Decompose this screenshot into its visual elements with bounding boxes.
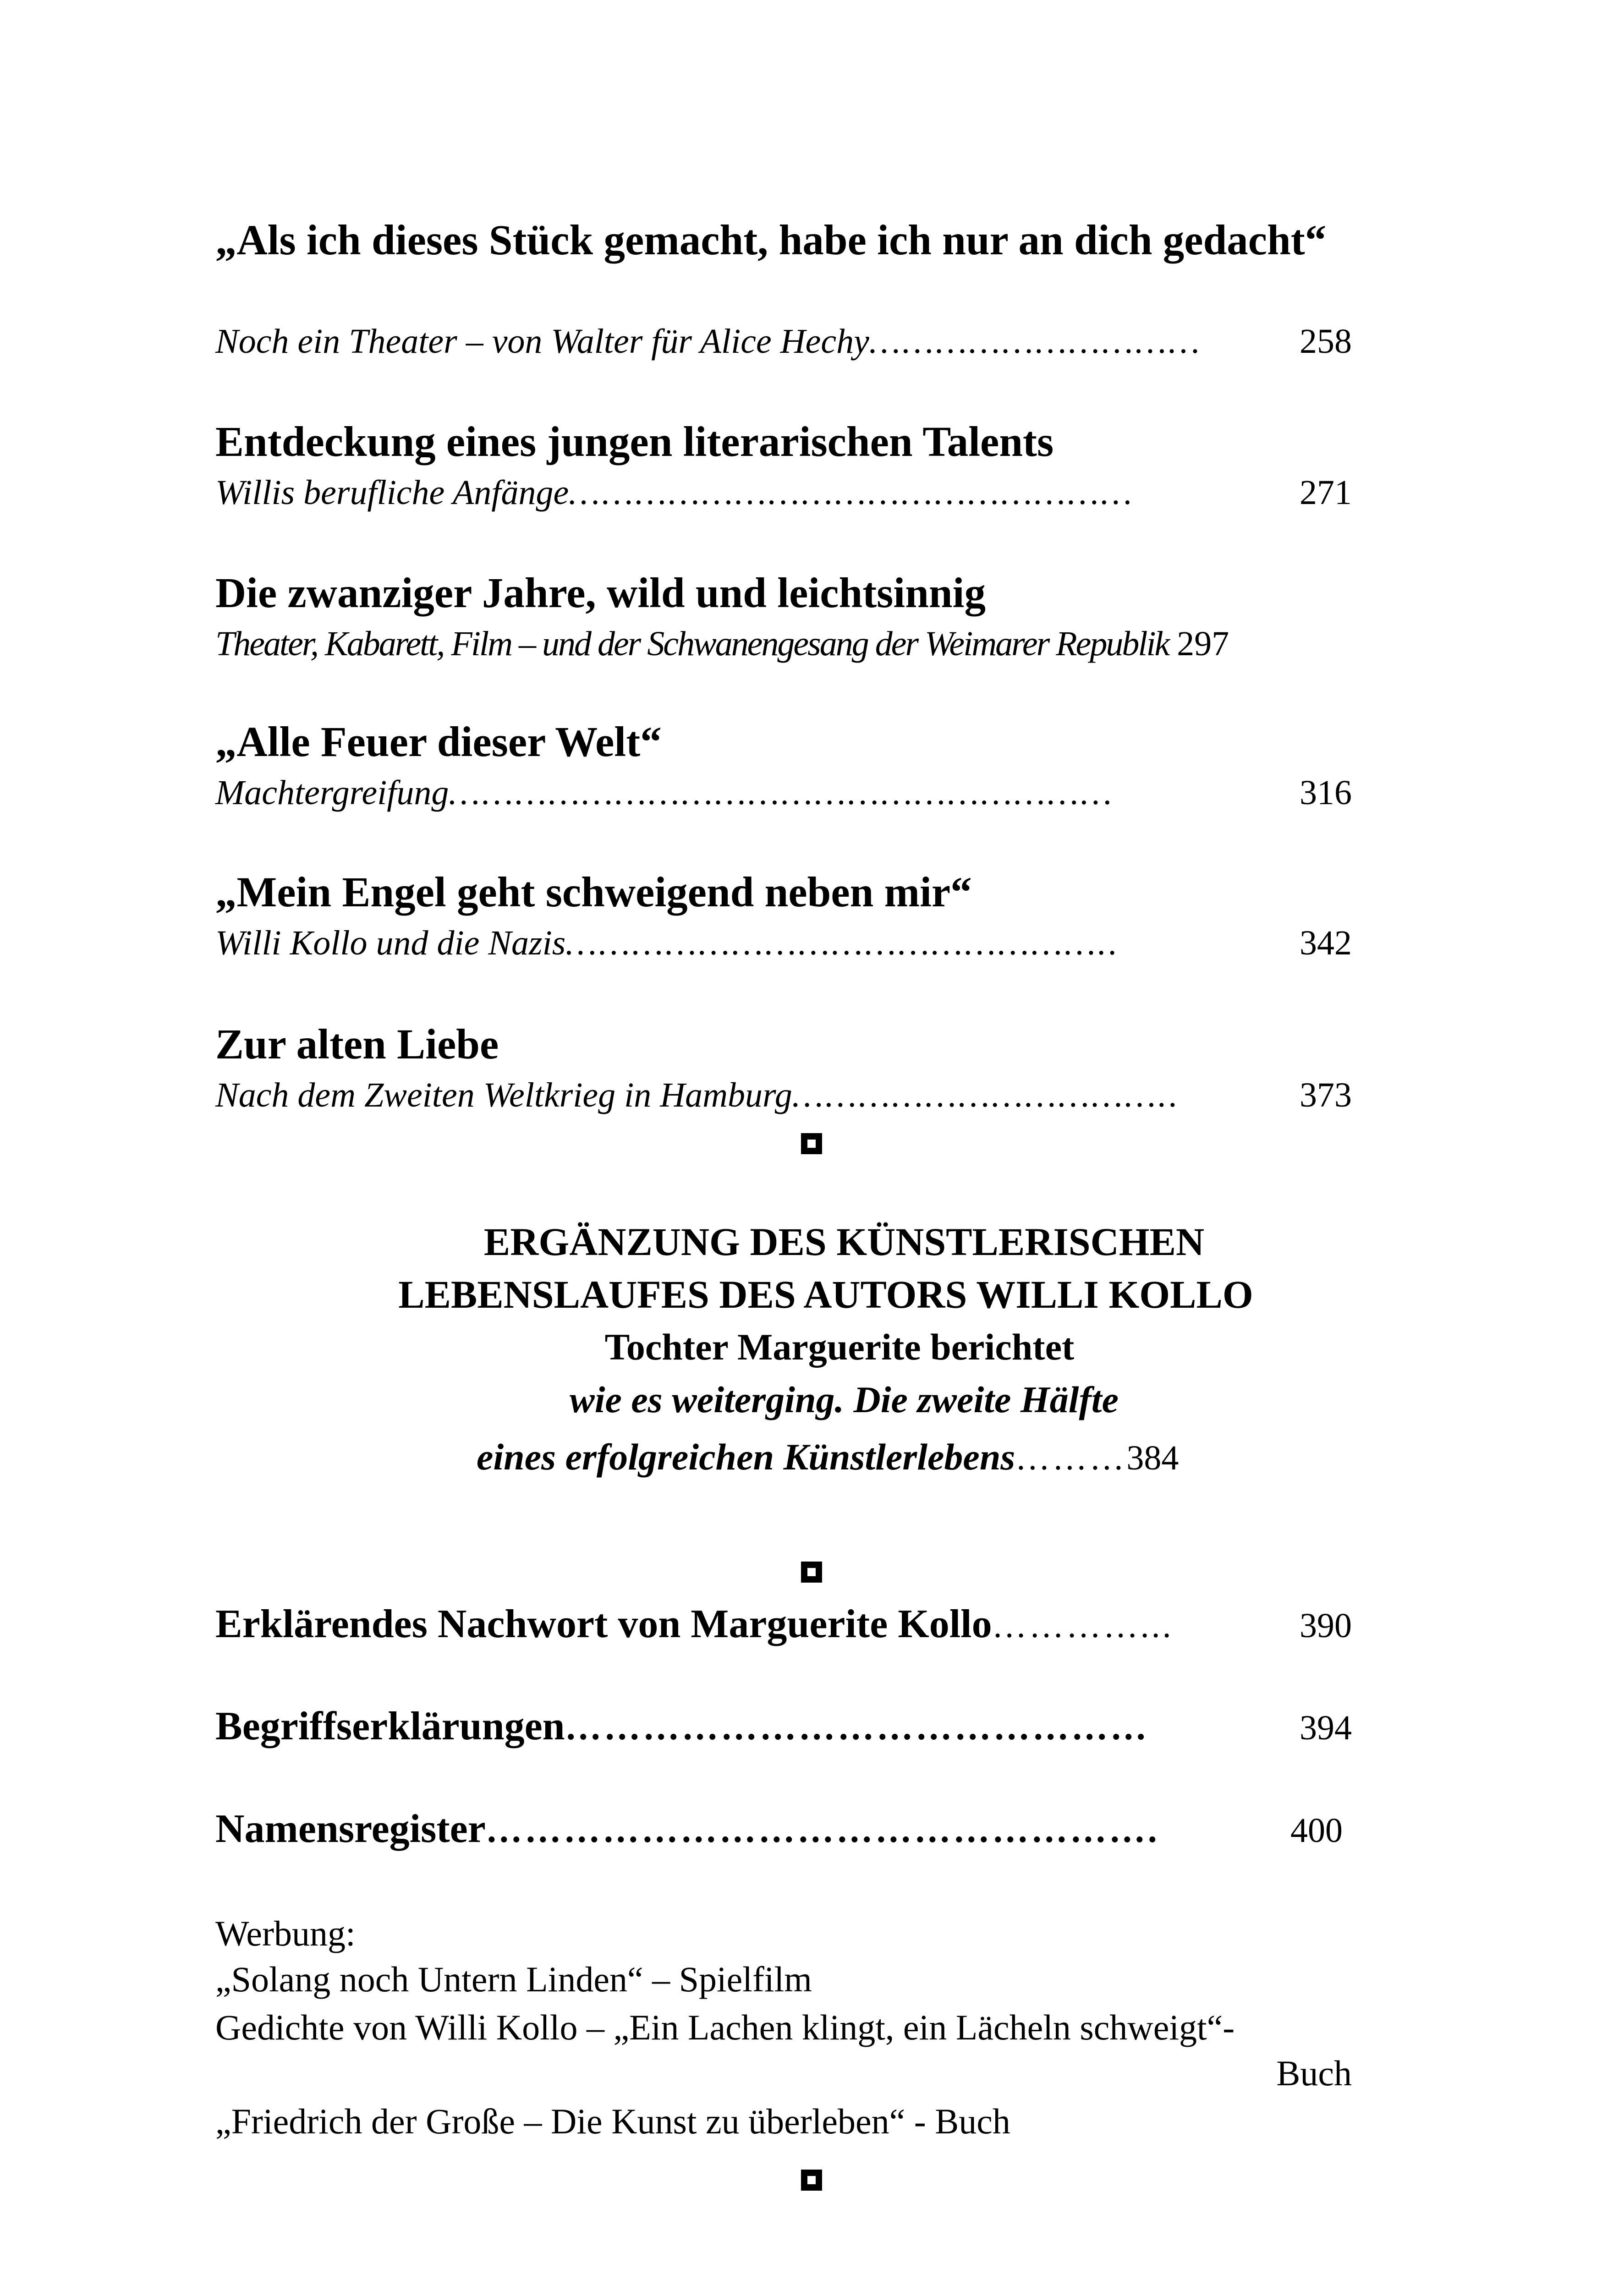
- ad-item-continuation: Buch: [1276, 2053, 1352, 2093]
- entry-title: Begriffserklärungen: [215, 1704, 565, 1748]
- entry-subtitle: Willis berufliche Anfänge: [215, 473, 569, 512]
- leader-dots: ……………………………………………………: [449, 773, 1114, 812]
- toc-row[interactable]: [215, 1074, 1352, 1116]
- section-subheading: Tochter Marguerite berichtet: [604, 1326, 1075, 1368]
- entry-title: „Alle Feuer dieser Welt“: [215, 718, 662, 766]
- section-heading-line: LEBENSLAUFES DES AUTORS WILLI KOLLO: [398, 1272, 1253, 1316]
- page-number: 390: [1300, 1606, 1352, 1645]
- page-number: 271: [1300, 473, 1352, 512]
- page-number: 297: [1177, 625, 1229, 663]
- page-number: 316: [1300, 773, 1352, 812]
- entry-subtitle: Theater, Kabarett, Film – und der Schwanengesang der Weimarer Republik: [215, 625, 1169, 663]
- entry-title: Zur alten Liebe: [215, 1021, 499, 1068]
- ornament-icon: [801, 1133, 822, 1154]
- section-heading-line: ERGÄNZUNG DES KÜNSTLERISCHEN: [483, 1220, 1205, 1264]
- section-description: eines erfolgreichen Künstlerlebens: [477, 1436, 1015, 1478]
- entry-title: Erklärendes Nachwort von Marguerite Kollo: [215, 1602, 992, 1646]
- toc-row[interactable]: [215, 922, 1352, 964]
- entry-subtitle: Willi Kollo und die Nazis: [215, 924, 566, 962]
- entry-subtitle: Noch ein Theater – von Walter für Alice Hechy: [215, 322, 869, 361]
- ads-heading: Werbung:: [215, 1913, 356, 1953]
- entry-subtitle: Nach dem Zweiten Weltkrieg in Hamburg: [215, 1076, 792, 1114]
- toc-row[interactable]: [215, 472, 1352, 513]
- leader-dots: ……………………………..: [792, 1076, 1180, 1114]
- entry-title: Namensregister: [215, 1807, 486, 1851]
- toc-row[interactable]: [215, 1804, 1343, 1854]
- page-number: 373: [1300, 1076, 1352, 1114]
- leader-dots: …………………………: [869, 322, 1202, 361]
- page-number: 384: [1126, 1439, 1179, 1477]
- toc-row[interactable]: [215, 623, 1352, 664]
- leader-dots: …………………………………………….: [485, 1810, 1159, 1850]
- page-number: 342: [1300, 924, 1352, 962]
- leader-dots: ……………………………………………: [569, 473, 1134, 512]
- page-number: 258: [1300, 322, 1352, 361]
- leader-dots: …………………………………………..: [565, 924, 1120, 962]
- entry-title: „Mein Engel geht schweigend neben mir“: [215, 869, 972, 916]
- page-number: 394: [1300, 1709, 1352, 1747]
- page-number: 400: [1290, 1811, 1343, 1850]
- ad-item: Gedichte von Willi Kollo – „Ein Lachen klingt, ein Lächeln schweigt“-: [215, 2007, 1235, 2047]
- toc-row[interactable]: [215, 1599, 1352, 1650]
- toc-row[interactable]: [477, 1434, 1179, 1481]
- ornament-icon: [801, 2170, 822, 2191]
- entry-subtitle: Machtergreifung: [215, 773, 449, 812]
- leader-dots: …………...: [992, 1606, 1174, 1645]
- entry-title: „Als ich dieses Stück gemacht, habe ich nur an dich gedacht“: [215, 217, 1327, 264]
- ornament-icon: [801, 1562, 822, 1583]
- toc-row[interactable]: [215, 1701, 1352, 1752]
- toc-row[interactable]: [215, 321, 1352, 362]
- entry-title: Entdeckung eines jungen literarischen Talents: [215, 418, 1054, 466]
- toc-row[interactable]: [215, 772, 1352, 813]
- entry-title: Die zwanziger Jahre, wild und leichtsinnig: [215, 570, 986, 617]
- leader-dots: ………………………………………: [565, 1707, 1149, 1748]
- ad-item: „Friedrich der Große – Die Kunst zu überleben“ - Buch: [215, 2101, 1010, 2141]
- leader-dots: ………: [1015, 1439, 1127, 1477]
- ad-item: „Solang noch Untern Linden“ – Spielfilm: [215, 1959, 812, 1999]
- section-description: wie es weiterging. Die zweite Hälfte: [570, 1379, 1119, 1420]
